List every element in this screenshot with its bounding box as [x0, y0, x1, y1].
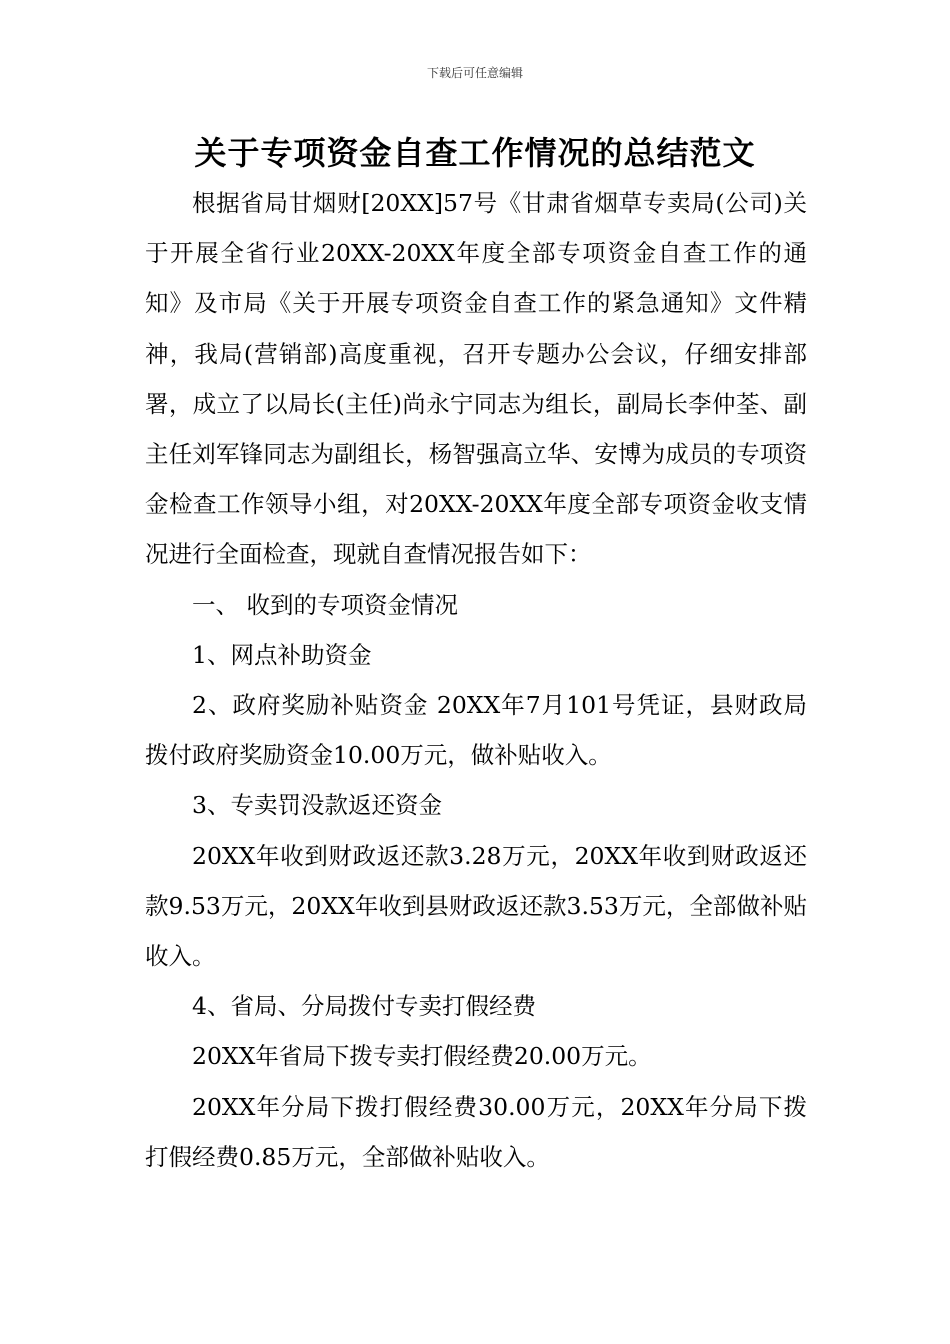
- document-body: [145, 178, 807, 1182]
- header-note: 下载后可任意编辑: [426, 66, 523, 80]
- paragraph-intro: 根据省局甘烟财[20XX]57号《甘肃省烟草专卖局(公司)关于开展全省行业20XX-20XX年度全部专项资金自查工作的通知》及市局《关于开展专项资金自查工作的紧急通知》文件精神，我局(营销部)高度重视，召开专题办公会议，仔细安排部署，成立了以局长(主任)尚永宁同志为组长，副局长李仲荃、副主任刘军锋同志为副组长，杨智强高立华、安博为成员的专项资金检查工作领导小组，对20XX-20XX年度全部专项资金收支情况进行全面检查，现就自查情况报告如下：: [145, 189, 807, 569]
- paragraph-item-2: 2、政府奖励补贴资金 20XX年7月101号凭证，县财政局拨付政府奖励资金10.00万元，做补贴收入。: [145, 691, 807, 770]
- paragraph-item-3-detail: 20XX年收到财政返还款3.28万元，20XX年收到财政返还款9.53万元，20XX年收到县财政返还款3.53万元，全部做补贴收入。: [145, 841, 807, 971]
- item-heading-1: 1、网点补助资金: [192, 640, 372, 669]
- paragraph-item-4-detail-b: 20XX年分局下拨打假经费30.00万元，20XX年分局下拨打假经费0.85万元，全部做补贴收入。: [145, 1092, 807, 1171]
- item-heading-4: 4、省局、分局拨付专卖打假经费: [192, 992, 536, 1021]
- item-heading-3: 3、专卖罚没款返还资金: [192, 791, 442, 820]
- paragraph-item-4-detail-a: 20XX年省局下拨专卖打假经费20.00万元。: [192, 1042, 652, 1071]
- document-title: 关于专项资金自查工作情况的总结范文: [194, 134, 756, 172]
- section-heading-1: 一、 收到的专项资金情况: [192, 590, 458, 619]
